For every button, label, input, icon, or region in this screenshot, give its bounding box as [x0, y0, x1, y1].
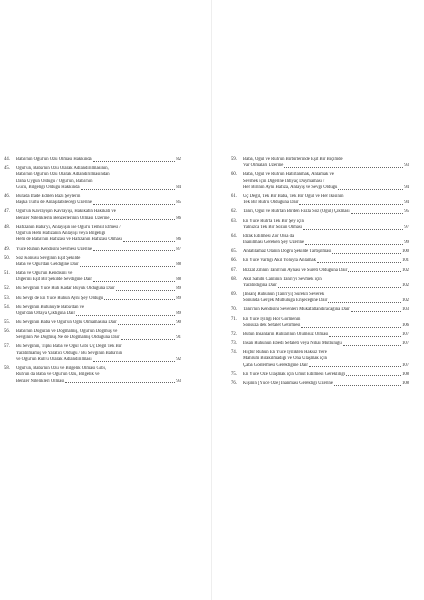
dot-leader	[118, 320, 176, 325]
dot-leader	[284, 163, 403, 168]
dot-leader	[301, 323, 401, 328]
entry-title-line: İdrak Edilmesi Zor Olsa da	[243, 233, 295, 239]
entry-title-line: Bizzat Zihnin Tanrı'nın Aynası ve Sureti Olduğuna Dair	[243, 267, 348, 273]
entry-title-line: Oğul'dan Ortaya Çıktığına Dair	[16, 310, 76, 316]
toc-entry	[4, 271, 181, 284]
dot-leader	[305, 240, 403, 245]
entry-title-line: Yaratılmamış ve Yaratıcı Olduğu / Bu Sevginin Baba'nın	[16, 350, 123, 356]
toc-entry	[231, 350, 409, 369]
entry-title-line: Oğul'un Hem Hafızanın Anlayışı veya Bilgeliği	[16, 231, 106, 237]
entry-title-line: Bütün İnsanların Ruhlarının Ölümsüz Olması	[243, 331, 329, 337]
dot-leader	[93, 277, 175, 282]
entry-number: 64.	[231, 233, 237, 239]
entry-title-line: Söz Konusu Sevginin Eşit Şekilde	[16, 255, 81, 261]
entry-number: 70.	[231, 307, 237, 313]
entry-title-line: Yaratıldığına Dair	[243, 282, 277, 288]
dot-leader	[110, 216, 175, 221]
page-number: 89	[176, 295, 181, 301]
entry-number: 46.	[4, 194, 10, 200]
dot-leader	[76, 311, 175, 316]
entry-number: 63.	[231, 218, 237, 224]
page-number: 102	[401, 267, 409, 273]
page-number: 93	[404, 163, 409, 169]
entry-title-line: Çaba Göstermesi Gerektiğine Dair	[243, 362, 308, 368]
entry-title-line: Baba ve Oğul'dan Geldiğine Dair	[16, 261, 79, 267]
page-number: 91	[176, 335, 181, 341]
dot-leader	[329, 332, 401, 337]
toc-entry	[231, 268, 409, 274]
toc-entry	[4, 366, 181, 385]
page-number: 94	[404, 200, 409, 206]
entry-title-line: Mahrum Bırakılmadığı ve Ona Ulaşmak için	[243, 356, 327, 362]
entry-title-line: Daha Uygun Olduğu / Oğul'un, Baba'nın	[16, 178, 93, 184]
dot-leader	[116, 286, 176, 291]
page-number: 88	[176, 277, 181, 283]
toc-entry	[231, 258, 409, 264]
dot-leader	[93, 357, 176, 362]
entry-title-line: Bu Sevginin Bütünüyle Baba'dan ve	[16, 304, 85, 310]
page-number: 86	[176, 215, 181, 221]
page-number: 101	[401, 258, 409, 264]
dot-leader	[93, 247, 175, 252]
dot-leader	[121, 335, 176, 340]
entry-number: 69.	[231, 292, 237, 298]
dot-leader	[343, 341, 401, 346]
page-number: 97	[404, 224, 409, 230]
entry-number: 54.	[4, 304, 10, 310]
entry-title-line: Bu Sevginin, Tıpkı Baba ve Oğul Gibi Üç Değil Tek Bir	[16, 344, 122, 350]
page-number: 88	[176, 261, 181, 267]
page-number: 87	[176, 246, 181, 252]
page-number: 107	[401, 362, 409, 368]
entry-title-line: En Yüce Öze Ulaşmak için Umut Edilmesi Gerekliliği	[243, 371, 346, 377]
dot-leader	[93, 157, 176, 162]
toc-entry	[4, 305, 181, 318]
toc-entry	[4, 225, 181, 244]
entry-title-line: Oğul'un, Baba'nın Özü Olarak Adlandırılmasının,	[16, 166, 109, 172]
entry-title-line: Var Olmaları Üzerine	[243, 163, 284, 169]
dot-leader	[299, 200, 403, 205]
entry-number: 72.	[231, 331, 237, 337]
page-number: 99	[404, 240, 409, 246]
toc-entry	[231, 234, 409, 247]
toc-entry	[4, 329, 181, 342]
entry-title-line: Tanrı, Oğul ve Ruh'tan Birden Fazla Söz (Oğul) Çıkması	[243, 209, 350, 215]
dot-leader	[104, 296, 175, 301]
toc-entry	[231, 341, 409, 347]
entry-number: 58.	[4, 366, 10, 372]
toc-entry	[231, 157, 409, 170]
toc-entry	[231, 307, 409, 313]
dot-leader	[334, 381, 401, 386]
toc-entry	[231, 219, 409, 232]
toc-entry	[231, 332, 409, 338]
entry-title-line: Gücü, Bilgeliği Olduğu Hakkında	[16, 184, 80, 190]
toc-entry	[4, 209, 181, 222]
toc-entry	[4, 247, 181, 253]
dot-leader	[123, 237, 175, 242]
entry-number: 49.	[4, 246, 10, 252]
entry-number: 51.	[4, 271, 10, 277]
entry-title-line: Tek Bir Ruh'u Olduğuna Dair	[243, 200, 299, 206]
entry-title-line: Tanrı'nın Kendisini Sevenleri Mükâfatlandıracağına Dair	[243, 307, 350, 313]
dot-leader	[328, 298, 401, 303]
page-number: 89	[176, 310, 181, 316]
page-number: 107	[401, 340, 409, 346]
entry-number: 53.	[4, 295, 10, 301]
entry-title-line: Başka Türlü de Anlaşılabileceği Üzerine	[16, 200, 92, 206]
dot-leader	[348, 268, 401, 273]
dot-leader	[278, 283, 401, 288]
toc-entry	[4, 286, 181, 292]
entry-title-line: En Yüce Varlığı Akıl Yoluyla Anlamak	[243, 258, 316, 264]
entry-number: 74.	[231, 350, 237, 356]
entry-number: 44.	[4, 157, 10, 162]
page-number: 103	[401, 307, 409, 313]
toc-entry	[231, 209, 409, 215]
page-number: 108	[401, 380, 409, 386]
dot-leader	[346, 372, 401, 377]
dot-leader	[93, 200, 175, 205]
entry-title-line: Yüce Ruhun Kendisini Sevmesi Üzerine	[16, 246, 93, 252]
right-page	[212, 0, 424, 600]
entry-title-line: Oğul'un Kavrayışın Kavrayışı, Hakikatin Hakikati ve	[16, 209, 116, 215]
entry-title-line: Hem de Baba'nın Hafızası ve Hafızanın Hafızası Olması	[16, 237, 122, 243]
toc-entry	[4, 296, 181, 302]
page-number: 85	[176, 200, 181, 206]
entry-title-line: Bu Sevgi de En Yüce Ruhun Ayni Şey Olduğu	[16, 295, 104, 301]
page-number: 84	[176, 184, 181, 190]
entry-number: 60.	[231, 172, 237, 178]
entry-title-line: Bu Sevginin Baba ve Oğul'un Oğlu Olmamasına Dair	[16, 320, 117, 325]
entry-title-line: Baba'nın Doğuran ve Doğmamış, Oğul'un Doğmuş ve	[16, 329, 118, 335]
entry-title-line: Sonsuza dek Sefalet Getirmesi	[243, 322, 301, 328]
entry-number: 47.	[4, 209, 10, 215]
entry-title-line: Baba'nın Oğul'un Özü Olması Hakkında	[16, 157, 92, 162]
page-number: 108	[401, 371, 409, 377]
entry-title-line: Baba ve Oğul'un Kendisini ve	[16, 271, 73, 277]
toc-entry	[4, 256, 181, 269]
toc-entry	[4, 320, 181, 326]
entry-title-line: Sevmek için Diğerine İhtiyaç Duymaması /	[243, 178, 325, 184]
entry-number: 55.	[4, 320, 10, 325]
entry-number: 45.	[4, 166, 10, 172]
entry-title-line: Bu Sevginin Yüce Ruh Kadar Büyük Olduğuna Dair	[16, 286, 115, 292]
entry-number: 56.	[4, 329, 10, 335]
entry-number: 48.	[4, 224, 10, 230]
entry-title-line: Baba, Oğul ve Ruh'un Hatırlanmak, Anlamak ve	[243, 172, 334, 178]
entry-title-line: Yalnızca Tek Bir Sözün Olması	[243, 224, 302, 230]
dot-leader	[351, 307, 401, 312]
entry-title-line: Üç Değil, Tek Bir Baba, Tek Bir Oğul ve Her İkisinin	[243, 194, 344, 200]
entry-title-line: Akıl Sahibi Canlının Tanrı'yı Sevmek için	[243, 276, 322, 282]
toc-entry	[231, 172, 409, 191]
page-number: 106	[401, 322, 409, 328]
entry-title-line: İnanılması Gereken Şey Üzerine	[243, 240, 305, 246]
page-number: 100	[401, 249, 409, 255]
dot-leader	[81, 185, 176, 190]
toc-entry	[231, 194, 409, 207]
toc-entry	[231, 317, 409, 330]
page-number: 92	[176, 357, 181, 363]
toc-entry	[4, 166, 181, 191]
entry-number: 57.	[4, 344, 10, 350]
dot-leader	[332, 249, 401, 254]
entry-number: 61.	[231, 194, 237, 200]
page-number: 82	[176, 157, 181, 162]
page-number: 102	[401, 282, 409, 288]
entry-title-line: Baba'nın Oğul'un Özü Olarak Adlandırılmasından	[16, 172, 110, 178]
toc-entry	[231, 249, 409, 255]
entry-number: 52.	[4, 286, 10, 292]
toc-entry	[231, 381, 409, 387]
entry-number: 65.	[231, 249, 237, 255]
page-number: 107	[401, 331, 409, 337]
entry-number: 68.	[231, 276, 237, 282]
entry-title-line: Benzer Nitelikleri Olması	[16, 378, 65, 384]
entry-title-line: Hiçbir Ruhun En Yüce İyilikten Haksız Yere	[243, 350, 327, 356]
entry-title-line: Burada İfade Edilen Bazı Şeylerin	[16, 194, 81, 200]
entry-number: 50.	[4, 255, 10, 261]
entry-title-line: İnsan Ruhunun Ebedi Sefaleti veya Nihai Mutluluğu	[243, 340, 342, 346]
entry-title-line: ve Oğul'un Ruh'u Olarak Adlandırılması	[16, 357, 92, 363]
toc-entry	[231, 292, 409, 305]
entry-title-line: Diğerini Eşit Bir Şekilde Sevdiğine Dair	[16, 277, 92, 283]
dot-leader	[65, 379, 175, 384]
toc-list-left	[4, 157, 181, 388]
entry-title-line: En Yüce Ruh'ta Tek Bir Şey için	[243, 218, 304, 224]
page-number: 102	[401, 298, 409, 304]
toc-entry	[4, 194, 181, 207]
entry-title-line: Ruh'un da Baba ve Oğul'un Özü, Bilgelik ve	[16, 372, 100, 378]
toc-entry	[231, 372, 409, 378]
entry-number: 76.	[231, 380, 237, 386]
entry-title-line: Hafızanın Baba'yı, Anlayışın ise Oğul'u Temsil Etmesi /	[16, 224, 121, 230]
toc-entry	[4, 344, 181, 363]
dot-leader	[80, 262, 176, 267]
dot-leader	[351, 209, 404, 214]
entry-title-line: Sevginin Ne Doğmuş Ne de Doğmamış Olduğuna Dair	[16, 335, 120, 341]
entry-number: 75.	[231, 371, 237, 377]
page-number: 94	[404, 184, 409, 190]
page-number: 89	[176, 286, 181, 292]
entry-title-line: Kişinin [Yüce Öze] İnanması Gerektiği Üzerine	[243, 380, 333, 386]
entry-number: 67.	[231, 267, 237, 273]
entry-number: 66.	[231, 258, 237, 264]
entry-number: 62.	[231, 209, 237, 215]
entry-title-line: Anlatılamaz Olanın Doğru Şekilde Tartışılması	[243, 249, 332, 255]
entry-title-line: Oğul'un, Baba'nın Özü ve Bilgelik Olması Gibi,	[16, 366, 106, 372]
dot-leader	[303, 225, 403, 230]
page-number: 93	[176, 378, 181, 384]
entry-title-line: [İnsan] Ruhunun [Tanrı'yı] Sürekli Severek	[243, 292, 325, 298]
dot-leader	[338, 185, 403, 190]
page-number: 86	[176, 237, 181, 243]
entry-title-line: En Yüce İyiliği Hor Görmenin	[243, 316, 301, 322]
dot-leader	[309, 363, 401, 368]
entry-title-line: Baba, Oğul ve Ruh'un Birbirlerinde Eşit Bir Biçimde	[243, 157, 343, 162]
entry-title-line: Sonunda Gerçek Mutluluğa Erişeceğine Dair	[243, 298, 328, 304]
toc-entry	[231, 277, 409, 290]
entry-number: 71.	[231, 316, 237, 322]
page-number: 90	[176, 320, 181, 325]
dot-leader	[317, 258, 401, 263]
toc-list-right	[231, 157, 409, 390]
toc-entry	[4, 157, 181, 163]
entry-title-line: Benzer Niteliklerin Benzerlerinin Olması Üzerine	[16, 215, 110, 221]
entry-number: 73.	[231, 340, 237, 346]
page-number: 95	[404, 209, 409, 215]
entry-number: 59.	[231, 157, 237, 162]
entry-title-line: Her Birinin Aynı Hafıza, Anlayış ve Sevgi Olduğu	[243, 184, 338, 190]
